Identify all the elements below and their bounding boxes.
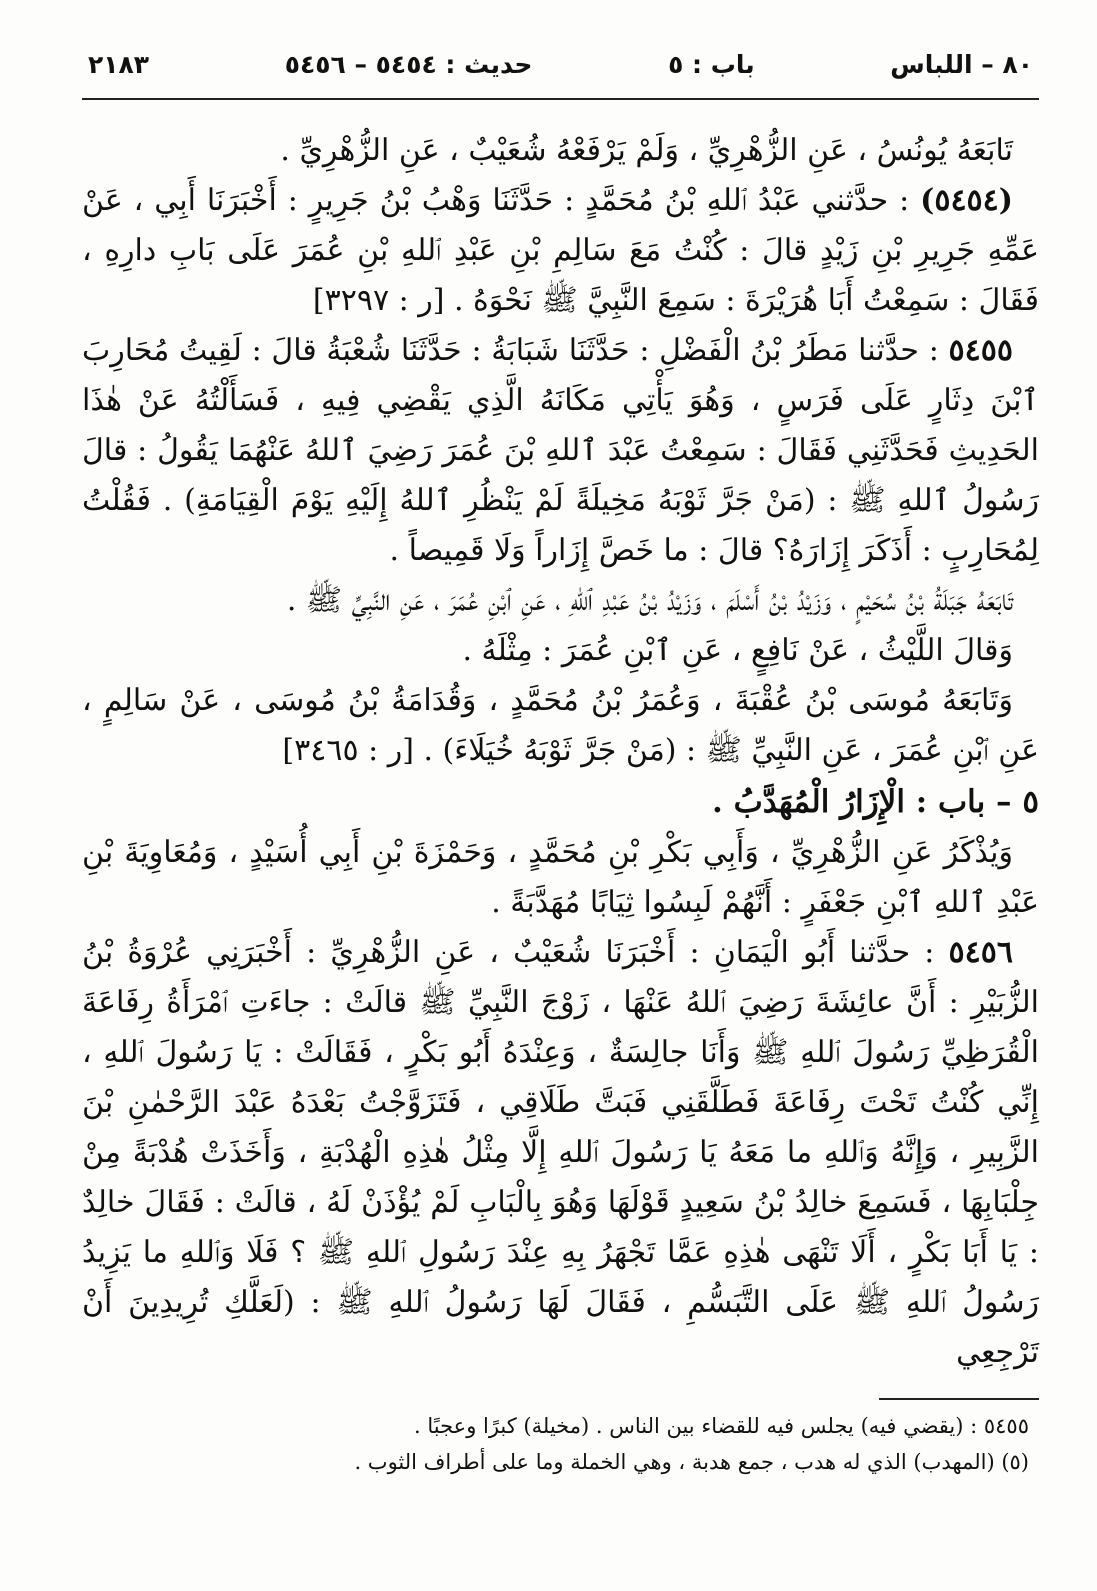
footnotes [82, 1398, 1039, 1480]
running-header [82, 50, 1039, 100]
hadith-number: (٥٤٥٤) [920, 183, 1013, 218]
hadith-text: : حدَّثني عَبْدُ ٱللهِ بْنُ مُحَمَّدٍ : حَدَّثَنَا وَهْبُ بْنُ جَرِيرٍ : أَخْبَرَنَا أَبِي ، عَنْ عَمِّهِ جَرِيرِ بْنِ زَيْدٍ قالَ : كُنْتُ مَعَ سَالِمِ بْنِ عَبْدِ ٱللهِ بْنِ عُمَرَ عَلَى بَابِ دارِهِ ، فَقَالَ : سَمِعْتُ أَبَا هُرَيْرَةَ : سَمِعَ النَّبِيَّ ﷺ نَحْوَهُ . [ر : ٣٢٩٧] [82, 183, 1039, 318]
main-text [82, 126, 1039, 1378]
hadith-range: حديث : ٥٤٥٤ – ٥٤٥٦ [284, 50, 533, 79]
hadith-5455 [82, 326, 1039, 576]
footnote: ٥٤٥٥ : (يقضي فيه) يجلس فيه للقضاء بين الناس . (مخيلة) كبرًا وعجبًا . [414, 1414, 1029, 1438]
hadith-text: : حدَّثنا أَبُو الْيَمَانِ : أَخْبَرَنَا شُعَيْبٌ ، عَنِ الزُّهْرِيِّ : أَخْبَرَنِي عُرْوَةُ بْنُ الزُّبَيْرِ : أَنَّ عائِشَةَ رَضِيَ ٱللهُ عَنْهَا ، زَوْجَ النَّبِيِّ ﷺ قالَتْ : جاءَتِ ٱمْرَأَةُ رِفَاعَةَ الْقُرَظِيِّ رَسُولَ ٱللهِ ﷺ وَأَنَا جالِسَةٌ ، وَعِنْدَهُ أَبُو بَكْرٍ ، فَقَالَتْ : يَا رَسُولَ ٱللهِ ، إِنِّي كُنْتُ تَحْتَ رِفَاعَةَ فَطَلَّقَنِي فَبَتَّ طَلَاقِي ، فَتَزَوَّجْتُ بَعْدَهُ عَبْدَ الرَّحْمٰنِ بْنَ الزَّبِيرِ ، وَإِنَّهُ وَٱللهِ ما مَعَهُ يَا رَسُولَ ٱللهِ إِلَّا مِثْلُ هٰذِهِ الْهُدْبَةِ ، وَأَخَذَتْ هُدْبَةً مِنْ جِلْبَابِهَا ، فَسَمِعَ خالِدُ بْنُ سَعِيدٍ قَوْلَهَا وَهُوَ بِالْبَابِ لَمْ يُؤْذَنْ لَهُ ، قالَتْ : فَقَالَ خالِدٌ : يَا أَبَا بَكْرٍ ، أَلَا تَنْهَى هٰذِهِ عَمَّا تَجْهَرُ بِهِ عِنْدَ رَسُولِ ٱللهِ ﷺ ؟ فَلَا وَٱللهِ ما يَزِيدُ رَسُولُ ٱللهِ ﷺ عَلَى التَّبَسُّمِ ، فَقَالَ لَهَا رَسُولُ ٱللهِ ﷺ : (لَعَلَّكِ تُرِيدِينَ أَنْ تَرْجِعِي [82, 935, 1039, 1370]
hadith-number: ٥٤٥٥ [948, 333, 1013, 368]
section-heading: ٥ – باب : الْإِزَارُ الْمُهَدَّبُ . [712, 784, 1039, 820]
paragraph: وَيُذْكَرُ عَنِ الزُّهْرِيِّ ، وَأَبِي بَكْرِ بْنِ مُحَمَّدٍ ، وَحَمْزَةَ بْنِ أَبِي أُسَيْدٍ ، وَمُعَاوِيَةَ بْنِ عَبْدِ ٱللهِ ٱبْنِ جَعْفَرٍ : أَنَّهُمْ لَبِسُوا ثِيَابًا مُهَدَّبَةً . [82, 835, 1039, 920]
hadith-5456 [82, 928, 1039, 1378]
paragraph: وَقالَ اللَّيْثُ ، عَنْ نَافِعٍ ، عَنِ ٱبْنِ عُمَرَ : مِثْلَهُ . [462, 633, 1013, 668]
hadith-text: : حدَّثنا مَطَرُ بْنُ الْفَضْلِ : حَدَّثَنَا شَبَابَةُ : حَدَّثَنَا شُعْبَةُ قالَ : لَقِيتُ مُحَارِبَ ٱبْنَ دِثَارٍ عَلَى فَرَسٍ ، وَهُوَ يَأْتِي مَكَانَهُ الَّذِي يَقْضِي فِيهِ ، فَسَأَلْتُهُ عَنْ هٰذَا الحَدِيثِ فَحَدَّثَنِي فَقَالَ : سَمِعْتُ عَبْدَ ٱللهِ بْنَ عُمَرَ رَضِيَ ٱللهُ عَنْهُمَا يَقُولُ : قالَ رَسُولُ ٱللهِ ﷺ : (مَنْ جَرَّ ثَوْبَهُ مَخِيلَةً لَمْ يَنْظُرِ ٱللهُ إِلَيْهِ يَوْمَ الْقِيَامَةِ) . فَقُلْتُ لِمُحَارِبٍ : أَذَكَرَ إِزَارَهُ؟ قالَ : ما خَصَّ إِزَاراً وَلَا قَمِيصاً . [82, 333, 1039, 568]
paragraph: وَتَابَعَهُ مُوسَى بْنُ عُقْبَةَ ، وَعُمَرُ بْنُ مُحَمَّدٍ ، وَقُدَامَةُ بْنُ مُوسَى ، عَنْ سَالِمٍ ، عَنِ ٱبْنِ عُمَرَ ، عَنِ النَّبِيِّ ﷺ : (مَنْ جَرَّ ثَوْبَهُ خُيَلَاءَ) . [ر : ٣٤٦٥] [82, 683, 1039, 768]
bab-number: باب : ٥ [668, 50, 755, 79]
paragraph: تَابَعَهُ جَبَلَةُ بْنُ سُحَيْمٍ ، وَزَيْدُ بْنُ أَسْلَمَ ، وَزَيْدُ بْنُ عَبْدِ ٱللهِ ، عَنِ ٱبْنِ عُمَرَ ، عَنِ النَّبِيِّ ﷺ . [286, 583, 1013, 618]
footnote-divider [879, 1398, 1039, 1400]
chapter-title: ٨٠ – اللباس [890, 50, 1033, 79]
hadith-number: ٥٤٥٦ [948, 935, 1013, 970]
hadith-5454 [82, 176, 1039, 326]
paragraph: تَابَعَهُ يُونُسُ ، عَنِ الزُّهْرِيِّ ، وَلَمْ يَرْفَعْهُ شُعَيْبٌ ، عَنِ الزُّهْرِيِّ . [280, 133, 1013, 168]
footnote: (٥) (المهدب) الذي له هدب ، جمع هدبة ، وهي الخملة وما على أطراف الثوب . [354, 1450, 1029, 1474]
page-number: ٢١٨٣ [88, 50, 150, 79]
